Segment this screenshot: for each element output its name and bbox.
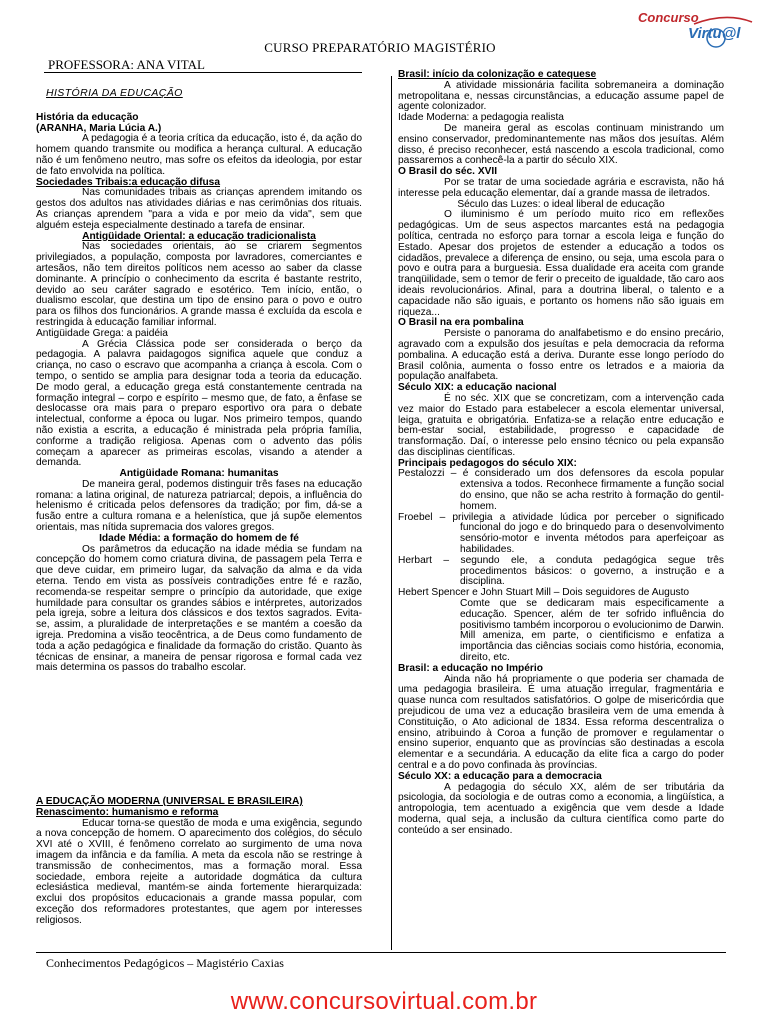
paragraph: É no séc. XIX que se concretizam, com a intervenção cada vez maior do Estado para estabelecer a escola elementar universal, leiga, gratuita e obrigatória. Enfatiza-se a relação entre educação e bem-estar social, estabilidade, progresso e capacidade de transformação. Daí, o interesse pelo ensino técnico ou pela expansão das disciplinas científicas. (398, 392, 724, 458)
paragraph: De maneira geral, podemos distinguir três fases na educação romana: a latina original, de natureza patriarcal; depois, a influência do helenismo é criticada pelos defensores da tradição; por fim, dá-se a fusão entre a cultura romana e a helenística, que já supõe elementos orientais, mas nítida supremacia dos valores gregos. (36, 478, 362, 534)
subheading-media: Idade Média: a formação do homem de fé (99, 532, 299, 544)
subheading-seculo-xx: Século XX: a educação para a democracia (398, 770, 602, 782)
left-column (36, 88, 362, 674)
paragraph: O iluminismo é um período muito rico em reflexões pedagógicas. Um de seus aspectos marcantes está na pedagogia política, centrada no esforço para tornar a escola leiga e função do Estado. Apesar dos projetos de estender a educação a todos os cidadãos, prevalece a diferença de ensino, ou seja, uma escola para o povo e outra para a burguesia. Essa dualidade era aceita com grande tranqüilidade, sem o temor de ferir o preceito de igualdade, tão caro aos ideais revolucionários. Afinal, para a doutrina liberal, o talento e a capacidade não são iguais, e portanto os homens não são iguais em riqueza... (398, 209, 724, 318)
course-title: CURSO PREPARATÓRIO MAGISTÉRIO (264, 40, 496, 55)
paragraph: A pedagogia é a teoria crítica da educação, isto é, da ação do homem quando transmite ou modifica a herança cultural. A educação não é um fenômeno neutro, mas sofre os efeitos da ideologia, por estar de fato envolvida na política. (36, 133, 362, 177)
column-divider (391, 76, 392, 950)
paragraph: A Grécia Clássica pode ser considerada o berço da pedagogia. A palavra paidagogos significa aquele que conduz a criança, no caso o escravo que acompanha a criança à escola. Com o tempo, o sentido se amplia para designar toda a teoria da educação. De modo geral, a educação grega está constantemente centrada na formação integral – corpo e espírito – mesmo que, de fato, a ênfase se deslocasse ora mais para o preparo esportivo ora para o debate intelectual, conforme a época ou lugar. Nos primeiro tempos, quando não existia a escrita, a educação é ministrada pela própria família, conforme a tradição religiosa. Apenas com o advento das pólis começam a aparecer as primeiras escolas, visando a atender a demanda. (36, 338, 362, 469)
paragraph: Nas comunidades tribais as crianças aprendem imitando os gestos dos adultos nas atividades diárias e nas cerimônias dos rituais. As crianças aprendem "para a vida e por meio da vida", sem que alguém esteja especialmente destinado a tarefa de ensinar. (36, 187, 362, 231)
lower-left-column (36, 797, 362, 927)
paragraph: A pedagogia do século XX, além de ser tributária da psicologia, da sociologia e de outras como a economia, a lingüística, a antropologia, tem acentuado a exigência que vem desde a Idade moderna, qual seja, a inclusão da cultura científica como parte do conteúdo a ser ensinado. (398, 781, 724, 836)
subheading-luzes: Século das Luzes: o ideal liberal de educação (457, 198, 665, 210)
paragraph: Ainda não há propriamente o que poderia ser chamada de uma pedagogia brasileira. É uma atuação irregular, fragmentária e quase nunca com resultados satisfatórios. O golpe de misericórdia que prejudicou de uma vez a educação brasileira vem de uma emenda à Constituição, o Ato adicional de 1834. Essa reforma descentraliza o ensino, atribuindo à Coroa a função de promover e regulamentar o ensino superior, enquanto que as províncias são destinadas a escola elementar e a secundária. A educação da elite fica a cargo do poder central e a do povo confinada às províncias. (398, 673, 724, 771)
article-author: (ARANHA, Maria Lúcia A.) (36, 122, 162, 134)
paragraph: Persiste o panorama do analfabetismo e do ensino precário, agravado com a expulsão dos jesuítas e pela democracia da reforma pombalina. A educação está a deriva. Durante esse longo período do Brasil colônia, aumenta o fosso entre os letrados e a maioria da população analfabeta. (398, 328, 724, 383)
subheading-seculo-xix: Século XIX: a educação nacional (398, 382, 557, 394)
subheading-imperio: Brasil: a educação no Império (398, 662, 543, 674)
paragraph: De maneira geral as escolas continuam ministrando um ensino conservador, predominantemente nas mãos dos jesuítas. Além disso, é preciso reconhecer, está nascendo a escola tradicional, como passaremos a conhecê-la a partir do século XIX. (398, 122, 724, 167)
subheading-colonizacao: Brasil: início da colonização e catequese (398, 69, 597, 80)
logo-text-bottom: Virtu@l (688, 25, 741, 42)
pedagogo-froebel: Froebel – privilegia a atividade lúdica por perceber o significado funcional do jogo e do brinquedo para o desenvolvimento sensório-motor e inventa métodos para aperfeiçoar as habilidades. (398, 511, 724, 556)
section-heading: HISTÓRIA DA EDUCAÇÃO (46, 87, 183, 99)
pedagogo-pestalozzi: Pestalozzi – é considerado um dos defensores da escola popular extensiva a todos. Reconhece firmamente a função social do ensino, que não se acha restrito à formação do gentil-homem. (398, 468, 724, 512)
subheading-pombalina: O Brasil na era pombalina (398, 317, 524, 329)
subheading-tribais: Sociedades Tribais:a educação difusa (36, 176, 221, 188)
paragraph: Educar torna-se questão de moda e uma exigência, segundo a nova concepção de homem. O aparecimento dos colégios, do século XVI até o XVIII, é fenômeno correlato ao surgimento de uma nova imagem da infância e da família. A meta da escola não se restringe à transmissão de conhecimentos, mas a formação moral. Essa sociedade, embora rejeite a autoridade dogmática da cultura eclesiástica medieval, mantém-se ainda fortemente hierarquizada: exclui dos propósitos educacionais a grande massa popular, com exceção dos reformadores protestantes, que agem por interesses religiosos. (36, 817, 362, 926)
paragraph: A atividade missionária facilita sobremaneira a dominação metropolitana e, nessas circunstâncias, a educação assume papel de agente colonizador. (398, 79, 724, 113)
heading-educacao-moderna: A EDUCAÇÃO MODERNA (UNIVERSAL E BRASILEIRA) (36, 796, 303, 807)
subheading-romana: Antigüidade Romana: humanitas (119, 468, 279, 480)
footer-caption: Conhecimentos Pedagógicos – Magistério Caxias (46, 956, 284, 970)
right-column (398, 70, 724, 837)
paragraph: Os parâmetros da educação na idade média se fundam na concepção do homem como criatura divina, de passagem pela Terra e que deve cuidar, em primeiro lugar, da salvação da alma e da vida eterna. Tendo em vista as possíveis contradições entre fé e razão, recomenda-se respeitar sempre o princípio da autoridade, que exige humildade para consultar os grandes sábios e intérpretes, autorizados pela igreja, sobre a leitura dos clássicos e dos textos sagrados. Evita-se, assim, a pluralidade de interpretações e se mantém a coesão da igreja. Predomina a visão teocêntrica, a de Deus como fundamento de toda a ação pedagógica e finalidade da formação do cristão. Quanto às técnicas de ensinar, a maneira de pensar rigorosa e formal cada vez mais determina os passos do trabalho escolar. (36, 543, 362, 674)
subheading-seculo-xvii: O Brasil do séc. XVII (398, 166, 498, 178)
teacher-name: PROFESSORA: ANA VITAL (48, 57, 205, 72)
footer-rule (36, 952, 726, 953)
header-rule (44, 72, 362, 73)
paragraph: Por se tratar de uma sociedade agrária e escravista, não há interesse pela educação elementar, daí a grande massa de iletrados. (398, 176, 724, 199)
footer-website-link[interactable]: www.concursovirtual.com.br (230, 988, 538, 1015)
subheading-pedagogos: Principais pedagogos do século XIX: (398, 457, 577, 469)
article-title: História da educação (36, 111, 139, 123)
pedagogo-spencer-heading: Hebert Spencer e John Stuart Mill – Dois seguidores de Augusto (398, 587, 690, 599)
subheading-oriental: Antigüidade Oriental: a educação tradicionalista (82, 230, 316, 242)
subheading-idade-moderna: Idade Moderna: a pedagogia realista (398, 112, 564, 124)
paragraph: Nas sociedades orientais, ao se criarem segmentos privilegiados, a população, composta por lavradores, comerciantes e artesãos, não tem direitos políticos nem acesso ao saber da classe dominante. A princípio o conhecimento da escrita é bastante restrito, devido ao seu caráter sagrado e esotérico. Tem início, então, o dualismo escolar, que destina um tipo de ensino para o povo e outro para os filhos dos funcionários. A grande massa é excluída da escola e restringida à educação familiar informal. (36, 241, 362, 328)
logo-text-top: Concurso (638, 10, 699, 25)
subheading-renascimento: Renascimento: humanismo e reforma (36, 806, 219, 818)
pedagogo-herbart: Herbart – segundo ele, a conduta pedagógica segue três procedimentos básicos: o governo, a instrução e a disciplina. (398, 554, 724, 588)
subheading-grega: Antigüidade Grega: a paidéia (36, 327, 168, 339)
concurso-virtual-logo (636, 8, 756, 50)
pedagogo-spencer-body: Comte que se dedicaram mais especificamente a educação. Spencer, além de ter sofrido influência do positivismo também incorporou o evolucionimo de Darwin. Mill ameniza, em parte, o cientificismo e enfatiza a importância das ciências sociais como história, economia, direito, etc. (460, 598, 724, 664)
